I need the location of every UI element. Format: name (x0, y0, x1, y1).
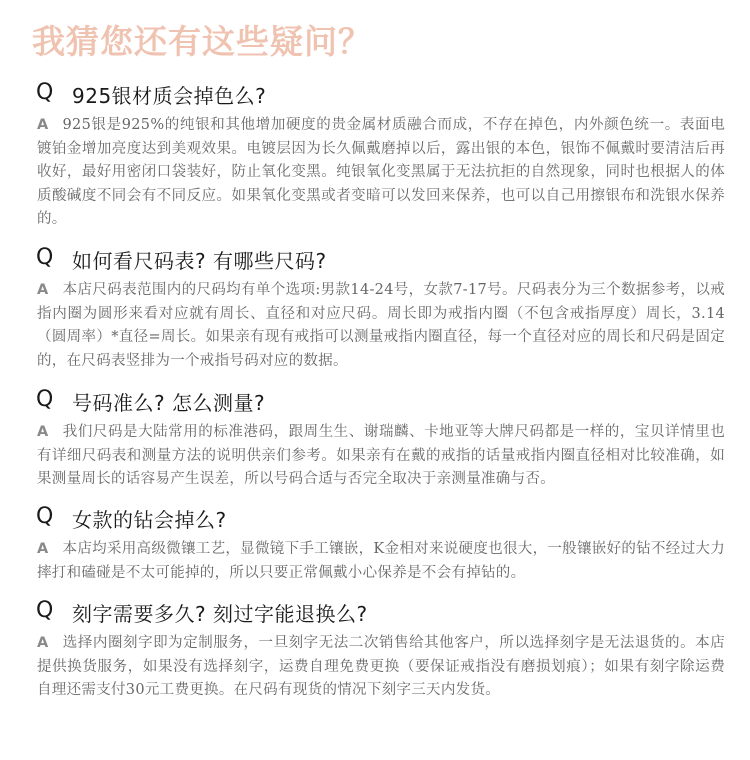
faq-answer: 本店均采用高级微镶工艺，显微镜下手工镶嵌，K金相对来说硬度也很大，一般镶嵌好的钻不经过大力摔打和磕碰是不太可能掉的，所以只要正常佩戴小心保养是不会有掉钻的。 (37, 541, 725, 581)
faq-answer-block (37, 538, 725, 585)
faq-question: 女款的钻会掉么? (72, 508, 227, 532)
faq-answer-block (37, 114, 725, 232)
faq-answer-block (37, 421, 725, 492)
page-title: 我猜您还有这些疑问？ (32, 22, 372, 61)
question-marker: Q (36, 598, 54, 623)
question-marker: Q (36, 504, 54, 529)
faq-question: 如何看尺码表? 有哪些尺码? (72, 249, 327, 273)
answer-marker: A (37, 117, 49, 133)
faq-answer: 选择内圈刻字即为定制服务，一旦刻字无法二次销售给其他客户，所以选择刻字是无法退货的。本店提供换货服务，如果没有选择刻字，运费自理免费更换（要保证戒指没有磨损划痕）；如果有刻字除运费自理还需支付30元工费更换。在尺码有现货的情况下刻字三天内发货。 (37, 635, 725, 698)
faq-answer: 我们尺码是大陆常用的标准港码，跟周生生、谢瑞麟、卡地亚等大牌尺码都是一样的，宝贝详情里也有详细尺码表和测量方法的说明供亲们参考。如果亲有在戴的戒指的话量戒指内圈直径相对比较准确，如果测量周长的话容易产生误差，所以号码合适与否完全取决于亲测量准确与否。 (37, 424, 725, 487)
answer-marker: A (37, 282, 49, 298)
faq-question: 925银材质会掉色么? (72, 84, 267, 108)
faq-answer: 本店尺码表范围内的尺码均有单个选项:男款14-24号，女款7-17号。尺码表分为三个数据参考，以戒指内圈为圆形来看对应就有周长、直径和对应尺码。周长即为戒指内圈（不包含戒指厚度）周长，3.14（圆周率）*直径=周长。如果亲有现有戒指可以测量戒指内圈直径，每一个直径对应的周长和尺码是固定的，在尺码表竖排为一个戒指号码对应的数据。 (37, 282, 725, 369)
faq-question: 刻字需要多久? 刻过字能退换么? (72, 602, 368, 626)
question-marker: Q (36, 80, 54, 105)
question-marker: Q (36, 245, 54, 270)
faq-question: 号码准么? 怎么测量? (72, 391, 266, 415)
faq-answer-block (37, 279, 725, 373)
answer-marker: A (37, 635, 49, 651)
answer-marker: A (37, 541, 49, 557)
question-marker: Q (36, 387, 54, 412)
faq-answer: 925银是925%的纯银和其他增加硬度的贵金属材质融合而成，不存在掉色，内外颜色统一。表面电镀铂金增加亮度达到美观效果。电镀层因为长久佩戴磨掉以后，露出银的本色，银饰不佩戴时要清洁后再收好，最好用密闭口袋装好，防止氧化变黑。纯银氧化变黑属于无法抗拒的自然现象，同时也根据人的体质酸碱度不同会有不同反应。如果氧化变黑或者变暗可以发回来保养，也可以自己用擦银布和洗银水保养的。 (37, 117, 725, 227)
answer-marker: A (37, 424, 49, 440)
faq-answer-block (37, 632, 725, 703)
